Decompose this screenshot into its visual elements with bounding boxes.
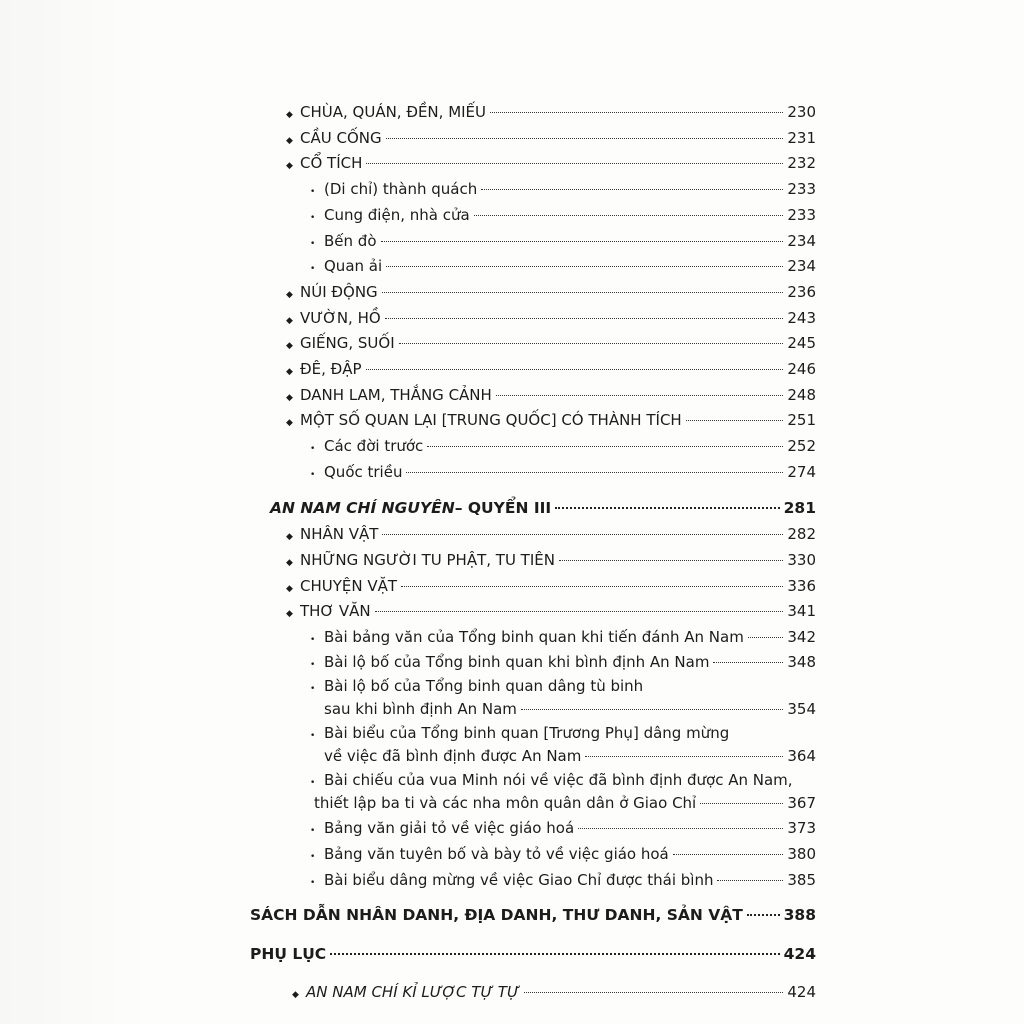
diamond-bullet-icon: ◆ — [286, 367, 293, 377]
toc-page-number: 348 — [787, 653, 816, 671]
leader-dots — [700, 802, 783, 804]
toc-section-title: SÁCH DẪN NHÂN DANH, ĐỊA DANH, THƯ DANH, SẢN VẬT — [250, 906, 743, 924]
toc-page-number: 341 — [787, 602, 816, 620]
toc-entry-title: (Di chỉ) thành quách — [324, 180, 478, 198]
toc-page-number: 248 — [787, 386, 816, 404]
toc-page-number: 424 — [787, 983, 816, 1001]
diamond-bullet-icon: ◆ — [286, 558, 293, 568]
toc-entry — [286, 601, 816, 624]
toc-entry-title: NHÂN VẬT — [300, 525, 379, 543]
toc-entry-title: Quốc triều — [324, 463, 403, 481]
diamond-bullet-icon: ◆ — [286, 393, 293, 403]
diamond-bullet-icon: ◆ — [286, 532, 293, 542]
toc-subentry — [310, 818, 816, 841]
toc-page-number: 245 — [787, 334, 816, 352]
leader-dots — [375, 610, 784, 612]
toc-subentry-first-line — [310, 723, 729, 746]
toc-entry — [286, 524, 816, 547]
toc-page-number: 364 — [787, 747, 816, 765]
leader-dots — [474, 214, 784, 216]
toc-page-number: 230 — [787, 103, 816, 121]
toc-entry — [286, 359, 816, 382]
leader-dots — [496, 394, 784, 396]
diamond-bullet-icon: ◆ — [286, 161, 293, 171]
toc-page-number: 282 — [787, 525, 816, 543]
diamond-bullet-icon: ◆ — [286, 341, 293, 351]
toc-entry-title-continued: sau khi bình định An Nam — [324, 700, 517, 718]
toc-entry-title: Bài lộ bố của Tổng binh quan dâng tù binh — [324, 677, 644, 695]
toc-section-title: PHỤ LỤC — [250, 945, 327, 963]
leader-dots — [686, 419, 784, 421]
toc-subentry — [310, 205, 816, 228]
toc-page-number: 246 — [787, 360, 816, 378]
toc-page-number: 336 — [787, 577, 816, 595]
toc-page-number: 388 — [783, 906, 816, 924]
toc-page-number: 232 — [787, 154, 816, 172]
toc-entry-title: THƠ VĂN — [300, 602, 371, 620]
toc-entry — [286, 282, 816, 305]
toc-section-heading — [270, 498, 816, 518]
toc-page-number: 236 — [787, 283, 816, 301]
toc-entry-title: Cung điện, nhà cửa — [324, 206, 470, 224]
toc-entry-title: CHUYỆN VẶT — [300, 577, 398, 595]
leader-dots — [578, 827, 783, 829]
toc-section-title-italic: AN NAM CHÍ NGUYÊN — [270, 499, 455, 517]
leader-dots — [713, 661, 783, 663]
circle-bullet-icon: • — [310, 239, 316, 249]
toc-entry-title: GIẾNG, SUỐI — [300, 334, 395, 352]
leader-dots — [524, 991, 784, 993]
leader-dots — [559, 559, 783, 561]
toc-entry-title: Bến đò — [324, 232, 377, 250]
leader-dots — [381, 240, 784, 242]
leader-dots — [401, 585, 783, 587]
circle-bullet-icon: • — [310, 731, 316, 741]
toc-entry — [286, 550, 816, 573]
toc-entry-title: CHÙA, QUÁN, ĐỀN, MIẾU — [300, 103, 487, 121]
toc-entry — [286, 128, 816, 151]
circle-bullet-icon: • — [310, 878, 316, 888]
toc-page-number: 233 — [787, 180, 816, 198]
toc-page-number: 231 — [787, 129, 816, 147]
circle-bullet-icon: • — [310, 187, 316, 197]
toc-subentry-first-line — [310, 676, 643, 699]
diamond-bullet-icon: ◆ — [286, 290, 293, 300]
leader-dots — [406, 471, 783, 473]
leader-dots — [386, 265, 783, 267]
diamond-bullet-icon: ◆ — [292, 990, 299, 1000]
toc-page-number: 367 — [787, 794, 816, 812]
toc-entry-title: CẦU CỐNG — [300, 129, 382, 147]
toc-entry-title-continued: về việc đã bình định được An Nam — [324, 747, 582, 765]
toc-page-number: 234 — [787, 257, 816, 275]
toc-page-number: 424 — [783, 945, 816, 963]
toc-entry — [286, 308, 816, 331]
circle-bullet-icon: • — [310, 470, 316, 480]
toc-entry-title: Bài bảng văn của Tổng binh quan khi tiến đánh An Nam — [324, 628, 744, 646]
toc-entry — [286, 153, 816, 176]
toc-entry-title: Các đời trước — [324, 437, 424, 455]
toc-entry-title: Bài biểu của Tổng binh quan [Trương Phụ] dâng mừng — [324, 724, 730, 742]
diamond-bullet-icon: ◆ — [286, 584, 293, 594]
toc-page-number: 281 — [783, 499, 816, 517]
leader-dots — [366, 162, 783, 164]
toc-subentry — [310, 844, 816, 867]
leader-dots — [555, 506, 780, 509]
toc-page-number: 251 — [787, 411, 816, 429]
toc-entry — [286, 333, 816, 356]
toc-entry-title: Bảng văn tuyên bố và bày tỏ về việc giáo hoá — [324, 845, 669, 863]
circle-bullet-icon: • — [310, 264, 316, 274]
leader-dots — [385, 317, 784, 319]
leader-dots — [399, 342, 784, 344]
toc-page-number: 354 — [787, 700, 816, 718]
circle-bullet-icon: • — [310, 213, 316, 223]
leader-dots — [481, 188, 783, 190]
toc-entry-title: ĐÊ, ĐẬP — [300, 360, 362, 378]
toc-entry — [286, 385, 816, 408]
toc-page-number: 243 — [787, 309, 816, 327]
toc-entry-title: CỔ TÍCH — [300, 154, 363, 172]
diamond-bullet-icon: ◆ — [286, 316, 293, 326]
leader-dots — [490, 111, 783, 113]
leader-dots — [747, 913, 780, 916]
toc-entry — [286, 410, 816, 433]
circle-bullet-icon: • — [310, 778, 316, 788]
toc-section-heading — [250, 905, 816, 925]
diamond-bullet-icon: ◆ — [286, 110, 293, 120]
diamond-bullet-icon: ◆ — [286, 418, 293, 428]
leader-dots — [366, 368, 784, 370]
circle-bullet-icon: • — [310, 444, 316, 454]
leader-dots — [427, 445, 783, 447]
toc-page-number: 373 — [787, 819, 816, 837]
toc-subentry — [310, 870, 816, 893]
leader-dots — [673, 853, 784, 855]
toc-entry-title: Quan ải — [324, 257, 383, 275]
circle-bullet-icon: • — [310, 660, 316, 670]
toc-entry-title: NÚI ĐỘNG — [300, 283, 378, 301]
toc-entry-title: AN NAM CHÍ KỈ LƯỢC TỰ TỰ — [306, 983, 520, 1001]
toc-subentry — [310, 436, 816, 459]
circle-bullet-icon: • — [310, 852, 316, 862]
toc-page-number: 380 — [787, 845, 816, 863]
toc-entry-title: Bài lộ bố của Tổng binh quan khi bình định An Nam — [324, 653, 710, 671]
toc-entry-title: Bài chiếu của vua Minh nói về việc đã bình định được An Nam, — [324, 771, 793, 789]
circle-bullet-icon: • — [310, 826, 316, 836]
leader-dots — [748, 636, 784, 638]
circle-bullet-icon: • — [310, 635, 316, 645]
leader-dots — [521, 708, 783, 710]
toc-subentry — [314, 793, 816, 813]
toc-section-title-rest: – QUYỂN III — [454, 499, 552, 517]
toc-subentry — [324, 699, 816, 719]
toc-subentry-first-line — [310, 770, 793, 793]
leader-dots — [330, 952, 779, 955]
toc-entry-title: VƯỜN, HỒ — [300, 309, 381, 327]
toc-entry-title: NHỮNG NGƯỜI TU PHẬT, TU TIÊN — [300, 551, 555, 569]
toc-entry-title: DANH LAM, THẮNG CẢNH — [300, 386, 492, 404]
toc-entry — [286, 102, 816, 125]
toc-entry — [286, 576, 816, 599]
toc-page-number: 233 — [787, 206, 816, 224]
toc-page-number: 252 — [787, 437, 816, 455]
toc-page-number: 342 — [787, 628, 816, 646]
toc-page-number: 274 — [787, 463, 816, 481]
toc-page-number: 330 — [787, 551, 816, 569]
leader-dots — [382, 533, 783, 535]
toc-subentry — [310, 652, 816, 675]
toc-subentry — [310, 256, 816, 279]
diamond-bullet-icon: ◆ — [286, 136, 293, 146]
toc-section-heading — [250, 944, 816, 964]
diamond-bullet-icon: ◆ — [286, 609, 293, 619]
toc-page-number: 234 — [787, 232, 816, 250]
toc-subentry — [324, 746, 816, 766]
leader-dots — [717, 879, 783, 881]
toc-subentry — [310, 179, 816, 202]
leader-dots — [585, 755, 783, 757]
toc-entry-title: Bảng văn giải tỏ về việc giáo hoá — [324, 819, 575, 837]
circle-bullet-icon: • — [310, 684, 316, 694]
toc-entry — [292, 982, 816, 1005]
toc-page-number: 385 — [787, 871, 816, 889]
leader-dots — [386, 137, 784, 139]
leader-dots — [382, 291, 784, 293]
toc-subentry — [310, 231, 816, 254]
toc-entry-title: Bài biểu dâng mừng về việc Giao Chỉ được thái bình — [324, 871, 714, 889]
toc-subentry — [310, 627, 816, 650]
toc-subentry — [310, 462, 816, 485]
toc-entry-title-continued: thiết lập ba ti và các nha môn quân dân ở Giao Chỉ — [314, 794, 697, 812]
toc-entry-title: MỘT SỐ QUAN LẠI [TRUNG QUỐC] CÓ THÀNH TÍCH — [300, 411, 682, 429]
